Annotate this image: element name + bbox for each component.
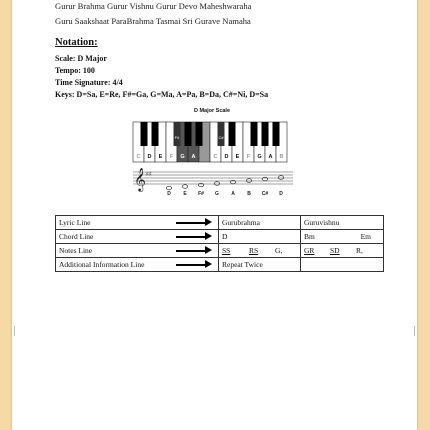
table-row [56, 216, 384, 230]
white-key-label: A [191, 154, 196, 160]
black-key [174, 122, 181, 146]
mantra-line-2: Guru Saakshaat ParaBrahma Tasmai Sri Gurave Namaha [55, 16, 251, 26]
white-key-label: B [202, 154, 207, 160]
whole-note [198, 183, 203, 187]
arrow-icon [176, 236, 206, 238]
whole-note [278, 176, 283, 180]
table-row [56, 258, 384, 272]
arrow-icon [176, 250, 206, 252]
white-key-label: G [180, 154, 185, 160]
black-key [152, 122, 159, 146]
note-name-label: A [231, 191, 235, 197]
treble-clef-icon: 𝄞 [134, 167, 146, 191]
whole-note [182, 185, 187, 189]
table-row [56, 230, 384, 244]
whole-note [262, 177, 267, 181]
note-group: SS [222, 246, 231, 255]
note-group: SD [330, 246, 340, 255]
note-group: GR [304, 246, 315, 255]
table-cell: Guruvishnu [301, 216, 384, 230]
black-key [251, 122, 258, 146]
note-name-label: C# [261, 191, 269, 197]
white-key-label: F [246, 154, 251, 160]
table-cell: Repeat Twice [219, 258, 301, 272]
table-cell: Gurubrahma [219, 216, 301, 230]
black-key [262, 122, 269, 146]
white-key-label: A [268, 154, 273, 160]
piano-keyboard [133, 122, 287, 162]
black-key [229, 122, 236, 146]
white-key-label: E [158, 154, 163, 160]
row-label: Lyric Line [56, 216, 219, 230]
white-key-label: C [136, 154, 141, 160]
white-key-label: C [213, 154, 218, 160]
note-name-label: D [167, 191, 171, 197]
black-key [273, 122, 280, 146]
note-name-label: G [215, 191, 219, 197]
table-cell: Bm [301, 230, 343, 244]
notation-heading: Notation: [55, 37, 98, 48]
whole-note [166, 186, 171, 190]
white-key-label: B [279, 154, 284, 160]
notes-cell [301, 244, 384, 258]
scale-info: Scale: D Major [55, 54, 107, 63]
black-key [218, 122, 225, 146]
note-name-label: E [183, 191, 187, 197]
note-name-label: D [279, 191, 283, 197]
row-label: Chord Line [56, 230, 219, 244]
note-group: G, [275, 246, 283, 255]
mantra-line-1: Gurur Brahma Gurur Vishnu Gurur Devo Maheshwaraha [55, 1, 252, 11]
whole-note [214, 182, 219, 186]
white-key-label: D [147, 154, 152, 160]
black-key-label: C# [218, 135, 224, 140]
arrow-icon [176, 264, 206, 266]
table-cell [301, 258, 384, 272]
note-group: R, [356, 246, 363, 255]
white-key-label: G [257, 154, 262, 160]
whole-note [230, 180, 235, 184]
row-label: Additional Information Line [56, 258, 219, 272]
keys-info: Keys: D=Sa, E=Re, F#=Ga, G=Ma, A=Pa, B=Da, C#=Ni, D=Sa [55, 90, 269, 99]
black-key [196, 122, 203, 146]
note-name-label: B [247, 191, 251, 197]
table-cell: D [219, 230, 301, 244]
white-key-label: D [224, 154, 229, 160]
music-staff [133, 167, 293, 197]
black-key-label: F# [174, 135, 180, 140]
note-name-label: F# [198, 191, 204, 197]
white-key-label: F [169, 154, 174, 160]
time-signature-info: Time Signature: 4/4 [55, 78, 123, 87]
arrow-icon [176, 222, 206, 224]
whole-note [246, 179, 251, 183]
table-row [56, 244, 384, 258]
table-cell: Em [343, 230, 384, 244]
note-group: RS [249, 246, 259, 255]
scale-figure-title: D Major Scale [193, 108, 231, 114]
notes-cell [219, 244, 301, 258]
key-signature-sharps: ♯♯ [146, 171, 152, 178]
row-label: Notes Line [56, 244, 219, 258]
black-key [185, 122, 192, 146]
tempo-info: Tempo: 100 [55, 66, 95, 75]
notation-guide-table [55, 215, 384, 272]
white-key-label: E [235, 154, 240, 160]
black-key [141, 122, 148, 146]
